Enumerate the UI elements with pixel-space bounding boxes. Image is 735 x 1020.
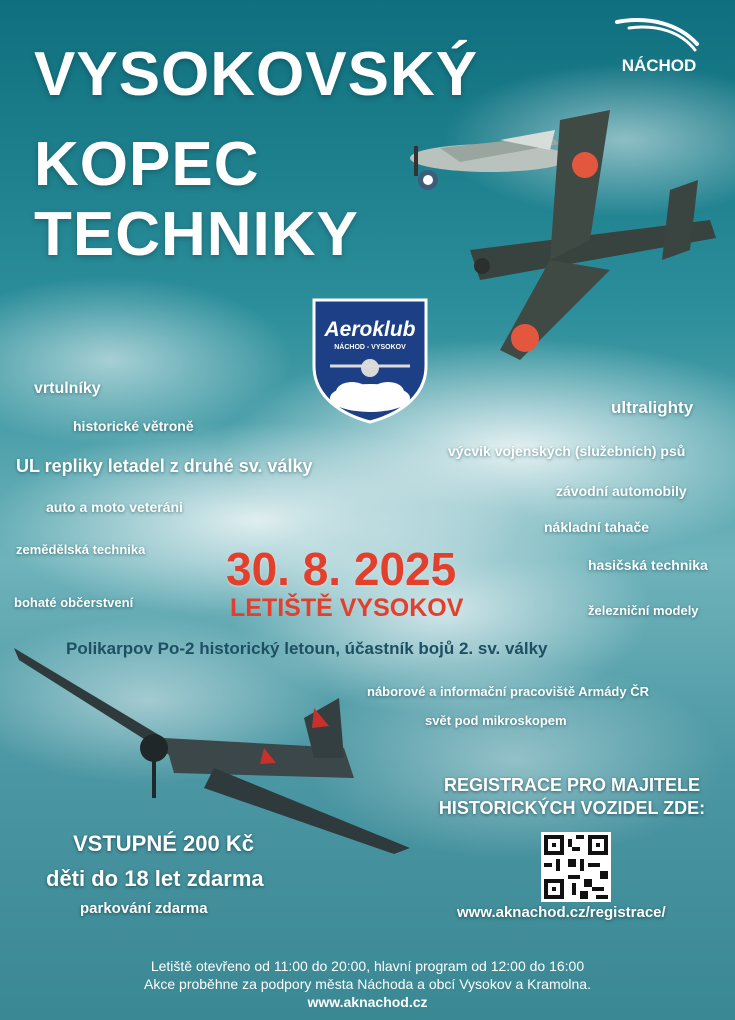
attraction-dog-training: výcvik vojenských (služebních) psů	[448, 443, 686, 459]
admission-fee: VSTUPNÉ 200 Kč	[73, 831, 254, 856]
yak-plane-illustration	[14, 648, 414, 858]
attraction-refreshments: bohaté občerstvení	[14, 595, 134, 610]
qr-code-icon	[544, 835, 608, 899]
title-line-3: TECHNIKY	[34, 200, 359, 269]
attraction-gliders: historické větroně	[73, 418, 194, 434]
aeroklub-logo-name: Aeroklub	[324, 318, 416, 341]
registration-qr-code[interactable]	[541, 832, 611, 902]
footer-website[interactable]: www.aknachod.cz	[307, 994, 428, 1010]
nachod-logo-text: NÁCHOD	[621, 56, 697, 75]
attraction-veterans: auto a moto veteráni	[46, 499, 183, 515]
attraction-agricultural: zemědělská technika	[16, 542, 146, 557]
footer-hours: Letiště otevřeno od 11:00 do 20:00, hlavní program od 12:00 do 16:00	[150, 958, 585, 974]
attraction-trucks: nákladní tahače	[544, 519, 650, 535]
attraction-race-cars: závodní automobily	[556, 483, 687, 499]
attraction-ul-replicas: UL repliky letadel z druhé sv. války	[16, 456, 313, 476]
admission-parking: parkování zdarma	[80, 900, 208, 917]
highlight-po2: Polikarpov Po-2 historický letoun, účastník bojů 2. sv. války	[66, 639, 548, 658]
warplanes-illustration	[400, 110, 730, 370]
mustang-plane-icon	[410, 130, 570, 190]
aeroklub-logo	[310, 296, 430, 426]
footer-support: Akce proběhne za podpory města Náchoda a obcí Vysokov a Kramolna.	[144, 976, 591, 992]
title-line-1: VYSOKOVSKÝ	[34, 40, 479, 109]
aeroklub-logo-subtitle: NÁCHOD - VYSOKOV	[334, 344, 406, 351]
event-date: 30. 8. 2025	[226, 543, 457, 595]
registration-url[interactable]: www.aknachod.cz/registrace/	[457, 904, 666, 921]
admission-children: děti do 18 let zdarma	[46, 866, 264, 891]
nachod-wave-icon	[609, 14, 709, 58]
nachod-logo	[609, 14, 709, 76]
attraction-helicopters: vrtulníky	[34, 380, 101, 397]
title-line-2: KOPEC	[34, 130, 260, 199]
event-venue: LETIŠTĚ VYSOKOV	[230, 594, 464, 622]
registration-heading: REGISTRACE PRO MAJITELE HISTORICKÝCH VOZIDEL ZDE:	[438, 775, 706, 819]
extra-army-recruitment: náborové a informační pracoviště Armády ČR	[367, 684, 649, 699]
attraction-railway-models: železniční modely	[588, 603, 699, 618]
attraction-ultralights: ultralighty	[611, 398, 694, 417]
attraction-fire-equipment: hasičská technika	[588, 557, 708, 573]
extra-microscope: svět pod mikroskopem	[425, 713, 567, 728]
